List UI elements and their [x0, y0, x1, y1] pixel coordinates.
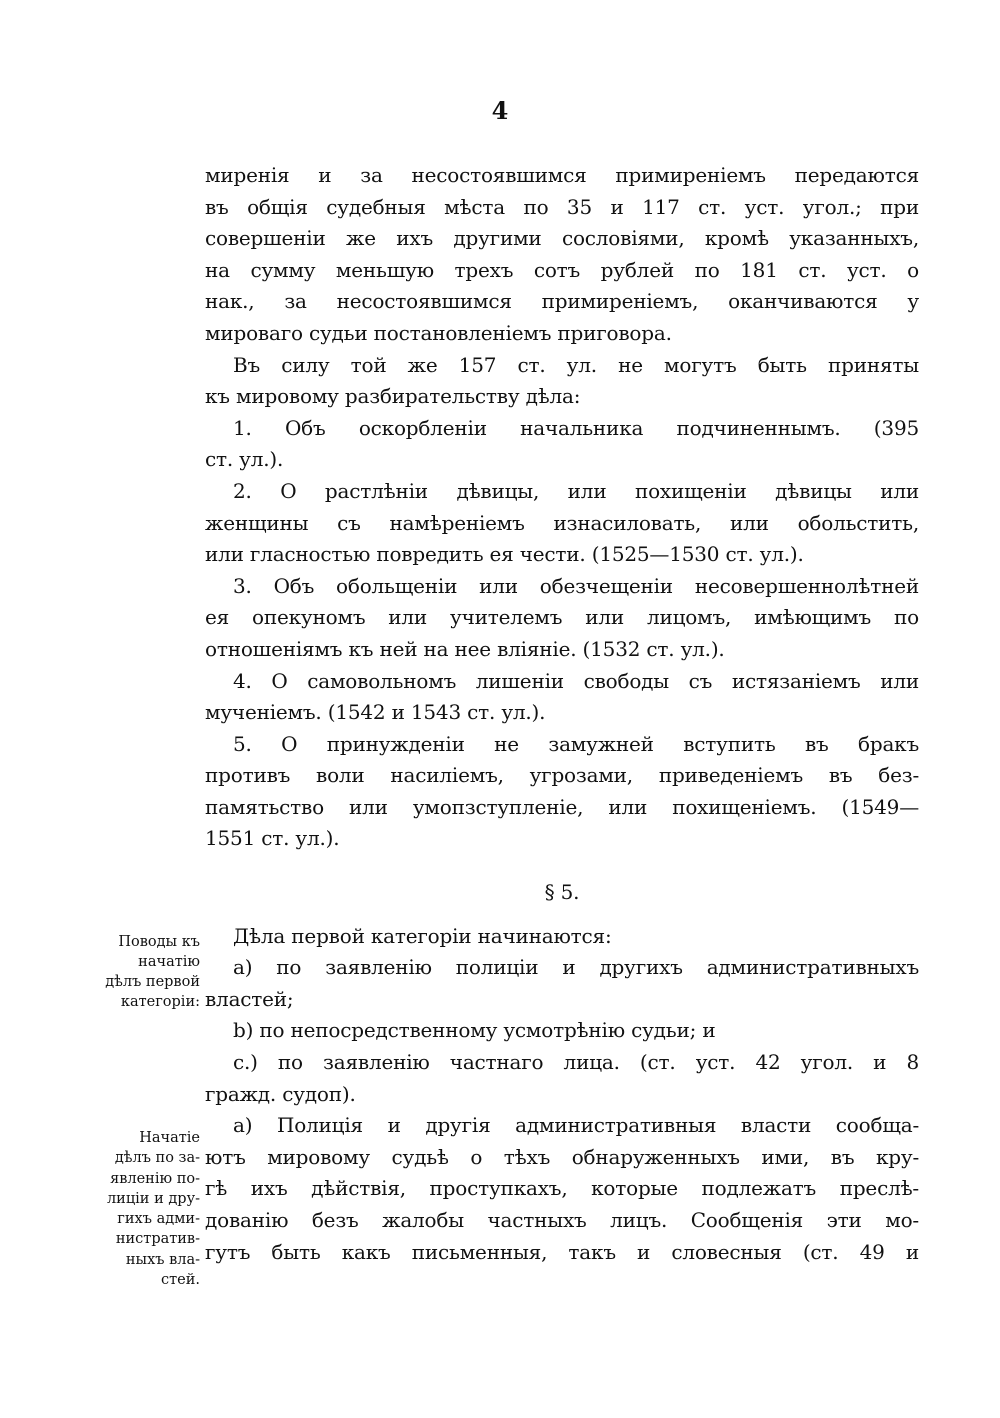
paragraph	[205, 666, 919, 729]
text-line: с.) по заявленію частнаго лица. (ст. уст. 42 угол. и 8	[233, 1050, 919, 1075]
text-before-section	[205, 160, 919, 855]
paragraph	[205, 413, 919, 476]
paragraph	[205, 1110, 919, 1268]
paragraph	[205, 1047, 919, 1110]
paragraph	[205, 571, 919, 666]
text-line: ея опекуномъ или учителемъ или лицомъ, имѣющимъ по	[205, 605, 919, 630]
text-line: дованію безъ жалобы частныхъ лицъ. Сообщенія эти мо-	[205, 1208, 919, 1232]
text-line: 5. О принужденіи не замужней вступить въ бракъ	[233, 731, 919, 756]
margin-note-line: явленію по-	[110, 1170, 200, 1187]
margin-note-line: нистратив-	[115, 1231, 200, 1248]
paragraph	[205, 476, 919, 571]
page-number: 4	[491, 96, 509, 125]
margin-note-line: Начатіе	[139, 1130, 200, 1146]
text-line: властей;	[205, 986, 294, 1011]
text-line: отношеніямъ къ ней на нее вліяніе. (1532 ст. ул.).	[205, 636, 725, 661]
text-line: Въ силу той же 157 ст. ул. не могутъ быть приняты	[233, 352, 919, 377]
text-line: миренія и за несостоявшимся примиреніемъ передаются	[205, 163, 919, 187]
text-line: памятьство или умопзступленіе, или похищеніемъ. (1549—	[205, 794, 919, 819]
margin-note-line: стей.	[161, 1272, 200, 1289]
margin-note-line: ныхъ вла-	[125, 1251, 200, 1268]
text-after-section	[205, 921, 919, 1269]
text-line: къ мировому разбирательству дѣла:	[205, 384, 581, 409]
text-line: 2. О растлѣніи дѣвицы, или похищеніи дѣвицы или	[233, 478, 919, 503]
text-line: мученіемъ. (1542 и 1543 ст. ул.).	[205, 700, 546, 725]
text-line: ст. ул.).	[205, 447, 284, 472]
text-line: 3. Объ обольщеніи или обезчещеніи несовершеннолѣтней	[233, 573, 919, 598]
text-line: а) по заявленію полиціи и другихъ административныхъ	[233, 955, 919, 980]
text-line: ютъ мировому судьѣ о тѣхъ обнаруженныхъ ими, въ кру-	[205, 1144, 919, 1169]
paragraph	[205, 160, 919, 350]
text-line: Дѣла первой категоріи начинаются:	[233, 923, 612, 948]
margin-note-line: начатію	[138, 954, 200, 970]
text-line: нак., за несостоявшимся примиреніемъ, оканчиваются у	[205, 289, 919, 314]
paragraph	[205, 952, 919, 1015]
text-line: женщины съ намѣреніемъ изнасиловать, или обольстить,	[205, 510, 919, 535]
margin-note-2	[70, 1128, 200, 1290]
text-line: въ общія судебныя мѣста по 35 и 117 ст. уст. угол.; при	[205, 194, 919, 219]
text-line: 1551 ст. ул.).	[205, 826, 340, 851]
margin-note-line: Поводы къ	[118, 934, 200, 950]
paragraph	[205, 350, 919, 413]
margin-note-line: дѣлъ по за-	[114, 1150, 200, 1167]
margin-note-line: категоріи:	[120, 994, 200, 1010]
text-line: противъ воли насиліемъ, угрозами, приведеніемъ въ без-	[205, 763, 919, 788]
margin-note-line: лиціи и дру-	[106, 1190, 200, 1207]
text-line: а) Полиція и другія административныя власти сообща-	[233, 1113, 919, 1138]
margin-note-line: гихъ адми-	[117, 1211, 200, 1228]
text-line: совершеніи же ихъ другими сословіями, кромѣ указанныхъ,	[205, 226, 919, 251]
paragraph	[205, 1015, 919, 1047]
margin-note-1	[70, 932, 200, 1012]
text-line: 4. О самовольномъ лишеніи свободы съ истязаніемъ или	[233, 668, 919, 693]
paragraph	[205, 921, 919, 953]
text-line: гѣ ихъ дѣйствія, проступкахъ, которые подлежатъ преслѣ-	[205, 1176, 919, 1201]
text-line: 1. Объ оскорбленіи начальника подчиненнымъ. (395	[233, 415, 919, 440]
section-heading: § 5.	[544, 880, 580, 905]
text-line: мироваго судьи постановленіемъ приговора.	[205, 320, 672, 345]
text-line: b) по непосредственному усмотрѣнію судьи; и	[233, 1018, 716, 1043]
text-line: или гласностью повредить ея чести. (1525—1530 ст. ул.).	[205, 542, 804, 567]
text-line: на сумму меньшую трехъ сотъ рублей по 181 ст. уст. о	[205, 257, 919, 282]
margin-note-line: дѣлъ первой	[105, 974, 200, 990]
paragraph	[205, 729, 919, 855]
main-text-column	[205, 160, 919, 1268]
text-line: гражд. судоп).	[205, 1081, 356, 1106]
text-line: гутъ быть какъ письменныя, такъ и словесныя (ст. 49 и	[205, 1239, 919, 1264]
